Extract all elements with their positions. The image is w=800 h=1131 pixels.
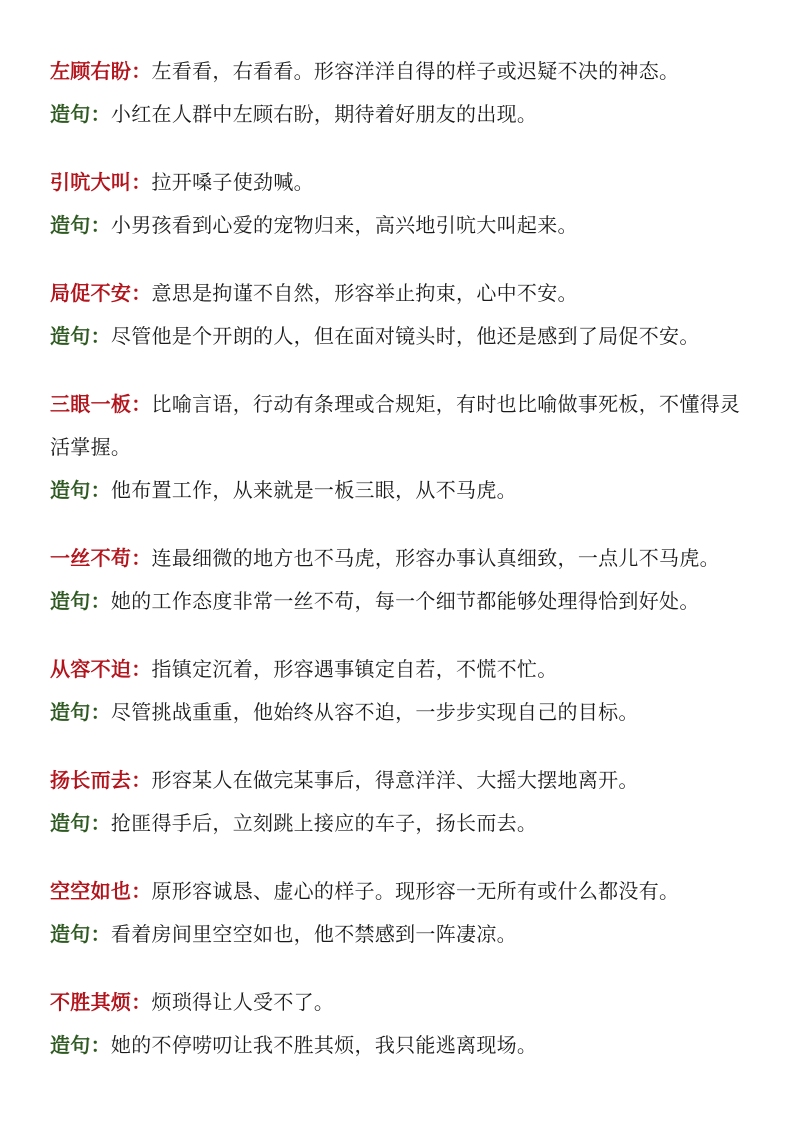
idiom-entry — [50, 870, 760, 956]
example-sentence: 小红在人群中左顾右盼，期待着好朋友的出现。 — [110, 102, 538, 126]
idiom-definition: 形容某人在做完某事后，得意洋洋、大摇大摆地离开。 — [151, 768, 639, 792]
example-sentence: 看着房间里空空如也，他不禁感到一阵凄凉。 — [110, 922, 517, 946]
example-label: 造句 — [50, 102, 91, 126]
definition-line — [50, 50, 760, 93]
example-colon: ： — [90, 102, 111, 126]
example-line — [50, 315, 760, 358]
example-line — [50, 580, 760, 623]
term-colon: ： — [131, 392, 152, 416]
idiom-definition: 意思是拘谨不自然，形容举止拘束，心中不安。 — [151, 281, 578, 305]
definition-line — [50, 383, 760, 469]
example-colon: ： — [90, 324, 111, 348]
example-label: 造句 — [50, 589, 91, 613]
term-colon: ： — [131, 657, 152, 681]
example-colon: ： — [90, 478, 111, 502]
term-colon: ： — [131, 170, 152, 194]
definition-line — [50, 161, 760, 204]
definition-line — [50, 870, 760, 913]
idiom-term: 从容不迫 — [50, 657, 132, 681]
term-colon: ： — [131, 768, 152, 792]
example-sentence: 他布置工作，从来就是一板三眼，从不马虎。 — [110, 478, 517, 502]
example-colon: ： — [90, 922, 111, 946]
example-colon: ： — [90, 700, 111, 724]
idiom-term: 不胜其烦 — [50, 990, 132, 1014]
idiom-definition: 比喻言语，行动有条理或合规矩，有时也比喻做事死板，不懂得灵活掌握。 — [50, 392, 741, 459]
idiom-definition: 拉开嗓子使劲喊。 — [151, 170, 314, 194]
term-colon: ： — [131, 281, 152, 305]
idiom-entry — [50, 981, 760, 1067]
definition-line — [50, 272, 760, 315]
example-label: 造句 — [50, 1033, 91, 1057]
example-line — [50, 691, 760, 734]
idiom-definition: 指镇定沉着，形容遇事镇定自若，不慌不忙。 — [151, 657, 558, 681]
example-colon: ： — [90, 589, 111, 613]
example-label: 造句 — [50, 811, 91, 835]
idiom-entry — [50, 383, 760, 512]
example-colon: ： — [90, 213, 111, 237]
example-sentence: 她的工作态度非常一丝不苟，每一个细节都能够处理得恰到好处。 — [110, 589, 700, 613]
idiom-list — [50, 50, 760, 1092]
idiom-entry — [50, 537, 760, 623]
example-line — [50, 469, 760, 512]
example-line — [50, 93, 760, 136]
example-label: 造句 — [50, 213, 91, 237]
example-line — [50, 913, 760, 956]
term-colon: ： — [131, 59, 152, 83]
idiom-entry — [50, 648, 760, 734]
idiom-entry — [50, 272, 760, 358]
idiom-term: 空空如也 — [50, 879, 132, 903]
example-colon: ： — [90, 1033, 111, 1057]
idiom-term: 一丝不苟 — [50, 546, 132, 570]
idiom-definition: 原形容诚恳、虚心的样子。现形容一无所有或什么都没有。 — [151, 879, 680, 903]
term-colon: ： — [131, 990, 152, 1014]
idiom-term: 局促不安 — [50, 281, 132, 305]
idiom-term: 引吭大叫 — [50, 170, 132, 194]
example-label: 造句 — [50, 324, 91, 348]
example-line — [50, 1024, 760, 1067]
idiom-entry — [50, 50, 760, 136]
idiom-entry — [50, 161, 760, 247]
idiom-definition: 烦琐得让人受不了。 — [151, 990, 335, 1014]
example-line — [50, 802, 760, 845]
definition-line — [50, 981, 760, 1024]
idiom-definition: 连最细微的地方也不马虎，形容办事认真细致，一点儿不马虎。 — [151, 546, 720, 570]
idiom-term: 三眼一板 — [50, 392, 132, 416]
example-sentence: 尽管挑战重重，他始终从容不迫，一步步实现自己的目标。 — [110, 700, 639, 724]
example-line — [50, 204, 760, 247]
definition-line — [50, 537, 760, 580]
idiom-term: 左顾右盼 — [50, 59, 132, 83]
example-label: 造句 — [50, 478, 91, 502]
example-sentence: 尽管他是个开朗的人，但在面对镜头时，他还是感到了局促不安。 — [110, 324, 700, 348]
term-colon: ： — [131, 546, 152, 570]
example-colon: ： — [90, 811, 111, 835]
idiom-term: 扬长而去 — [50, 768, 132, 792]
term-colon: ： — [131, 879, 152, 903]
example-sentence: 她的不停唠叨让我不胜其烦，我只能逃离现场。 — [110, 1033, 538, 1057]
example-label: 造句 — [50, 922, 91, 946]
example-sentence: 抢匪得手后，立刻跳上接应的车子，扬长而去。 — [110, 811, 538, 835]
idiom-definition: 左看看，右看看。形容洋洋自得的样子或迟疑不决的神态。 — [151, 59, 680, 83]
definition-line — [50, 648, 760, 691]
example-sentence: 小男孩看到心爱的宠物归来，高兴地引吭大叫起来。 — [110, 213, 578, 237]
definition-line — [50, 759, 760, 802]
example-label: 造句 — [50, 700, 91, 724]
idiom-entry — [50, 759, 760, 845]
